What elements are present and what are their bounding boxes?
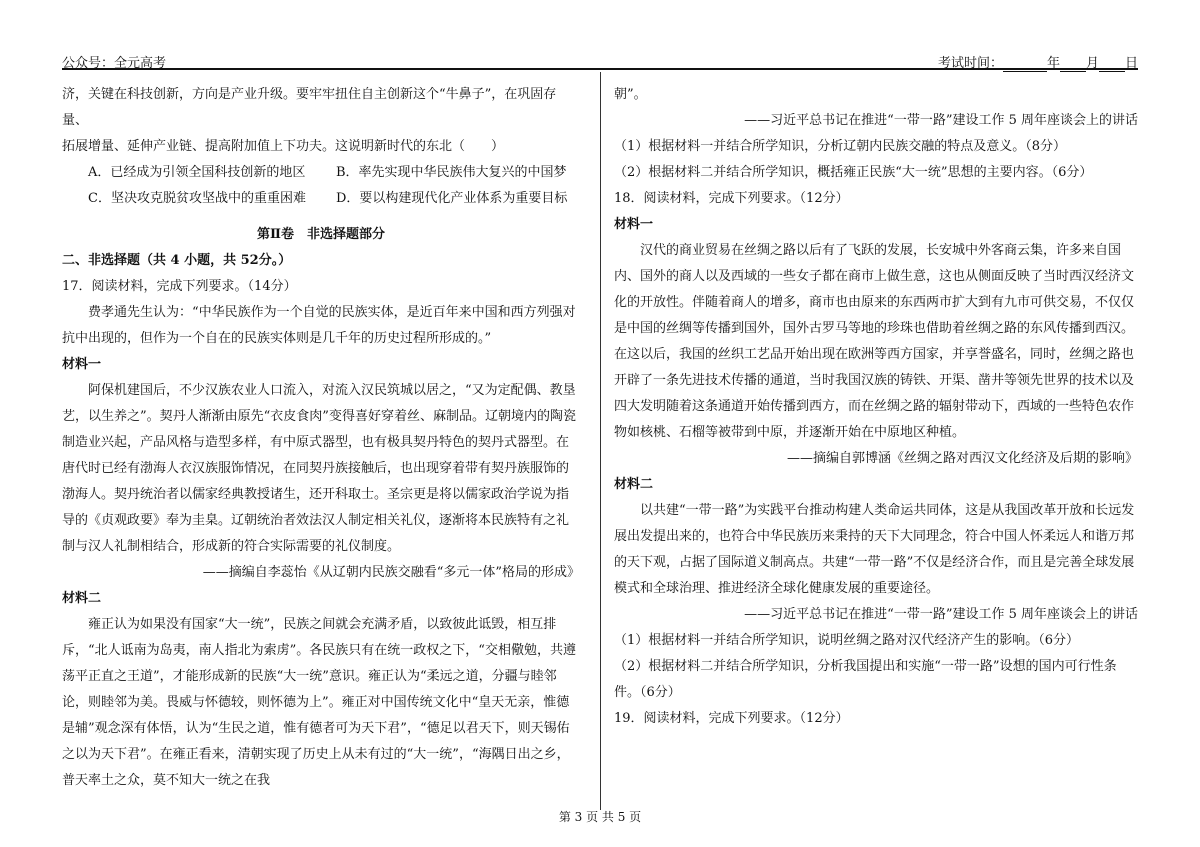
- q17-intro: 费孝通先生认为：“中华民族作为一个自觉的民族实体，是近百年来中国和西方列强对抗中出现的，但作为一个自在的民族实体则是几千年的历史过程所形成的。”: [62, 305, 576, 346]
- q16-stem-line1: 济，关键在科技创新，方向是产业升级。要牢牢扭住自主创新这个“牛鼻子”，在巩固存量、: [62, 87, 557, 128]
- q17-material1-text: 阿保机建国后，不少汉族农业人口流入，对流入汉民筑城以居之，“又为定配偶、教垦艺，以生养之”。契丹人渐渐由原先“衣皮食肉”变得喜好穿着丝、麻制品。辽朝境内的陶瓷制造业兴起，产品风格与造型多样，有中原式器型，也有极具契丹特色的契丹式器型。在唐代时已经有渤海人衣汉族服饰情况，在同契丹族接触后，也出现穿着带有契丹族服饰的渤海人。契丹统治者以儒家经典教授诸生，还开科取士。圣宗更是将以儒家政治学说为指导的《贞观政要》奉为圭臬。辽朝统治者效法汉人制定相关礼仪，逐渐将本民族特有之礼制与汉人礼制相结合，形成新的符合实际需要的礼仪制度。: [62, 383, 576, 554]
- page-footer: 第 3 页 共 5 页: [558, 810, 642, 824]
- options-row-2: [62, 186, 580, 212]
- left-column: [62, 82, 580, 794]
- q17-material2-source: ——习近平总书记在推进“一带一路”建设工作 5 周年座谈会上的讲话: [744, 113, 1138, 128]
- option-d: D．要以构建现代化产业体系为重要目标: [336, 191, 568, 206]
- options-row-1: [62, 160, 580, 186]
- option-a: A．已经成为引领全国科技创新的地区: [88, 165, 306, 180]
- year-label: 年: [1046, 56, 1060, 71]
- q17-material2-end: 朝”。: [614, 87, 647, 102]
- header-rule: [62, 68, 1138, 70]
- q16-stem-line2: 拓展增量、延伸产业链、提高附加值上下功夫。这说明新时代的东北（ ）: [62, 139, 505, 154]
- q17-sub2: （2）根据材料二并结合所学知识，概括雍正民族“大一统”思想的主要内容。（6分）: [614, 165, 1093, 180]
- q18-material2-text: 以共建“一带一路”为实践平台推动构建人类命运共同体，这是从我国改革开放和长远发展出发提出来的，也符合中华民族历来秉持的天下大同理念，符合中国人怀柔远人和谐万邦的天下观，占据了国际道义制高点。共建“一带一路”不仅是经济合作，而且是完善全球发展模式和全球治理、推进经济全球化健康发展的重要途径。: [614, 503, 1135, 596]
- q18-material2-source: ——习近平总书记在推进“一带一路”建设工作 5 周年座谈会上的讲话: [744, 607, 1138, 622]
- q18-sub2: （2）根据材料二并结合所学知识，分析我国提出和实施“一带一路”设想的国内可行性条件。（6分）: [614, 659, 1117, 700]
- day-label: 日: [1124, 56, 1138, 71]
- q17-material1-source: ——摘编自李蕊怡《从辽朝内民族交融看“多元一体”格局的形成》: [202, 565, 580, 580]
- header-left: 公众号：全元高考: [62, 56, 167, 71]
- option-b: B．率先实现中华民族伟大复兴的中国梦: [336, 165, 567, 180]
- column-divider: [600, 72, 601, 810]
- q17-material2-label: 材料二: [62, 591, 102, 606]
- option-c: C．坚决攻克脱贫攻坚战中的重重困难: [88, 191, 306, 206]
- q18-sub1: （1）根据材料一并结合所学知识，说明丝绸之路对汉代经济产生的影响。（6分）: [614, 633, 1080, 648]
- q18-material2-label: 材料二: [614, 477, 654, 492]
- month-label: 月: [1085, 56, 1099, 71]
- q18-title: 18．阅读材料，完成下列要求。（12分）: [614, 191, 849, 206]
- q18-material1-text: 汉代的商业贸易在丝绸之路以后有了飞跃的发展，长安城中外客商云集，许多来自国内、国外的商人以及西域的一些女子都在商市上做生意，这也从侧面反映了当时西汉经济文化的开放性。伴随着商人的增多，商市也由原来的东西两市扩大到有九市可供交易，不仅仅是中国的丝绸等传播到国外，国外古罗马等地的珍珠也借助着丝绸之路的东风传播到西汉。在这以后，我国的丝织工艺品开始出现在欧洲等西方国家，并享誉盛名，同时，丝绸之路也开辟了一条先进技术传播的通道，当时我国汉族的铸铁、开渠、凿井等领先世界的技术以及四大发明随着这条通道开始传播到西方，而在丝绸之路的辐射带动下，西域的一些特色农作物如核桃、石榴等被带到中原，并逐渐开始在中原地区种植。: [614, 243, 1135, 440]
- q17-title: 17．阅读材料，完成下列要求。（14分）: [62, 279, 297, 294]
- q18-material1-label: 材料一: [614, 217, 654, 232]
- q17-material2-text: 雍正认为如果没有国家“大一统”，民族之间就会充满矛盾，以致彼此诋毁，相互排斥，“北人诋南为岛夷，南人指北为索虏”。各民族只有在统一政权之下，“交相儆勉，共遵荡平正直之王道”，才能形成新的民族“大一统”意识。雍正认为“柔远之道，分疆与睦邻论，则睦邻为美。畏威与怀德较，则怀德为上”。雍正对中国传统文化中“皇天无亲，惟德是辅”观念深有体悟，认为“生民之道，惟有德者可为天下君”，“德足以君天下，则天锡佑之以为天下君”。在雍正看来，清朝实现了历史上从未有过的“大一统”，“海隅日出之乡，普天率土之众，莫不知大一统之在我: [62, 617, 576, 788]
- q17-material1-label: 材料一: [62, 357, 102, 372]
- q18-material1-source: ——摘编自郭博涵《丝绸之路对西汉文化经济及后期的影响》: [786, 451, 1138, 466]
- part-two-heading: 二、非选择题（共 4 小题，共 52分。）: [62, 253, 292, 268]
- right-column: [614, 82, 1138, 732]
- q19-title: 19．阅读材料，完成下列要求。（12分）: [614, 711, 849, 726]
- section-title: 第Ⅱ卷 非选择题部分: [257, 227, 385, 242]
- q17-sub1: （1）根据材料一并结合所学知识，分析辽朝内民族交融的特点及意义。（8分）: [614, 139, 1067, 154]
- exam-time-label: 考试时间：: [937, 56, 1003, 71]
